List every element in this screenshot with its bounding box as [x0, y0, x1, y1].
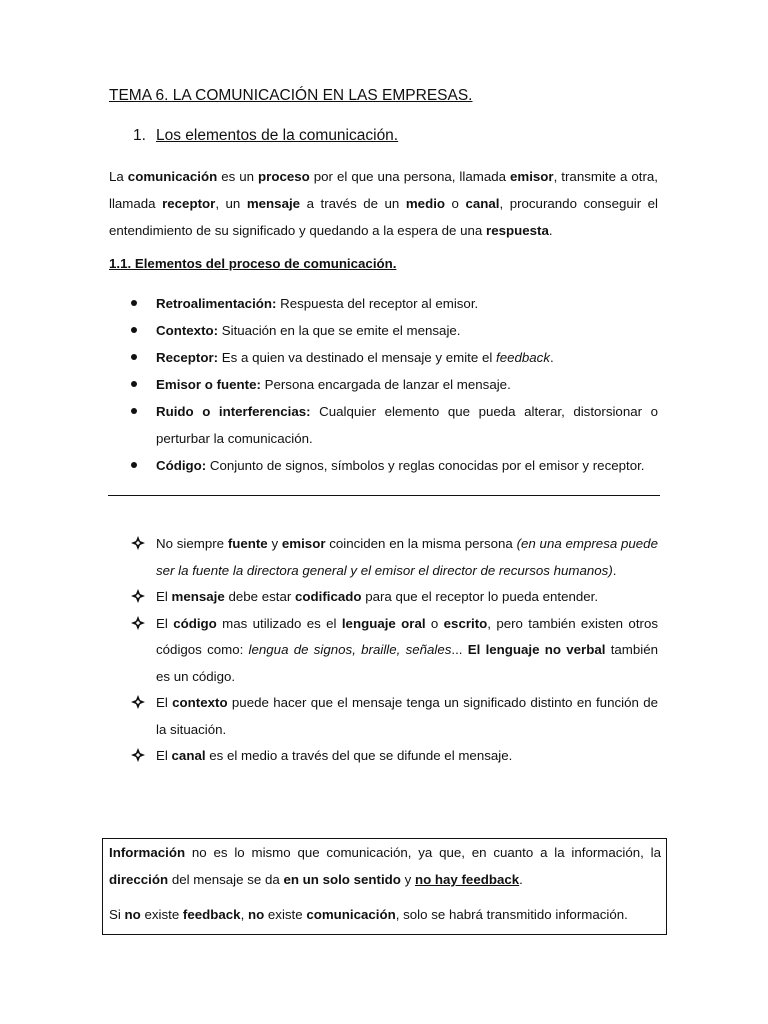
info-box-paragraph: Si no existe feedback, no existe comunicación, solo se habrá transmitido información.: [109, 907, 628, 922]
list-item: No siempre fuente y emisor coinciden en la misma persona (en una empresa puede ser la fuente la directora general y el emisor el director de recursos humanos).: [131, 531, 658, 584]
bullet-icon: [131, 327, 137, 333]
list-item: El contexto puede hacer que el mensaje tenga un significado distinto en función de la situación.: [131, 690, 658, 743]
list-item: El mensaje debe estar codificado para que el receptor lo pueda entender.: [131, 584, 658, 611]
diamond-bullet-icon: [131, 748, 145, 762]
subsection-heading: 1.1. Elementos del proceso de comunicación.: [109, 256, 397, 271]
section-title: Los elementos de la comunicación.: [156, 127, 399, 144]
info-box-paragraph: Información no es lo mismo que comunicación, ya que, en cuanto a la información, la dirección del mensaje se da en un solo sentido y no hay feedback.: [109, 845, 661, 887]
section-heading: [133, 127, 398, 145]
horizontal-divider: [108, 495, 660, 496]
page-title: TEMA 6. LA COMUNICACIÓN EN LAS EMPRESAS.: [109, 87, 473, 104]
bullet-icon: [131, 381, 137, 387]
list-item: Retroalimentación: Respuesta del receptor al emisor.: [131, 290, 658, 317]
notes-list: [131, 531, 658, 770]
list-item: Código: Conjunto de signos, símbolos y reglas conocidas por el emisor y receptor.: [131, 452, 658, 479]
bullet-icon: [131, 462, 137, 468]
elements-list: [131, 290, 658, 479]
list-item: Receptor: Es a quien va destinado el mensaje y emite el feedback.: [131, 344, 658, 371]
bullet-icon: [131, 408, 137, 414]
info-box: [102, 838, 667, 935]
diamond-bullet-icon: [131, 695, 145, 709]
list-item: Contexto: Situación en la que se emite el mensaje.: [131, 317, 658, 344]
list-item: Emisor o fuente: Persona encargada de lanzar el mensaje.: [131, 371, 658, 398]
list-item: El canal es el medio a través del que se difunde el mensaje.: [131, 743, 658, 770]
intro-paragraph: La comunicación es un proceso por el que una persona, llamada emisor, transmite a otra, llamada receptor, un mensaje a través de un medio o canal, procurando conseguir el entendimiento de su significado y quedando a la espera de una respuesta.: [109, 169, 659, 238]
diamond-bullet-icon: [131, 536, 145, 550]
bullet-icon: [131, 354, 137, 360]
bullet-icon: [131, 300, 137, 306]
list-item: El código mas utilizado es el lenguaje oral o escrito, pero también existen otros códigos como: lengua de signos, braille, señales... El lenguaje no verbal también es un código.: [131, 611, 658, 691]
list-item: Ruido o interferencias: Cualquier elemento que pueda alterar, distorsionar o perturbar la comunicación.: [131, 398, 658, 452]
section-number: 1.: [133, 127, 146, 144]
diamond-bullet-icon: [131, 616, 145, 630]
diamond-bullet-icon: [131, 589, 145, 603]
